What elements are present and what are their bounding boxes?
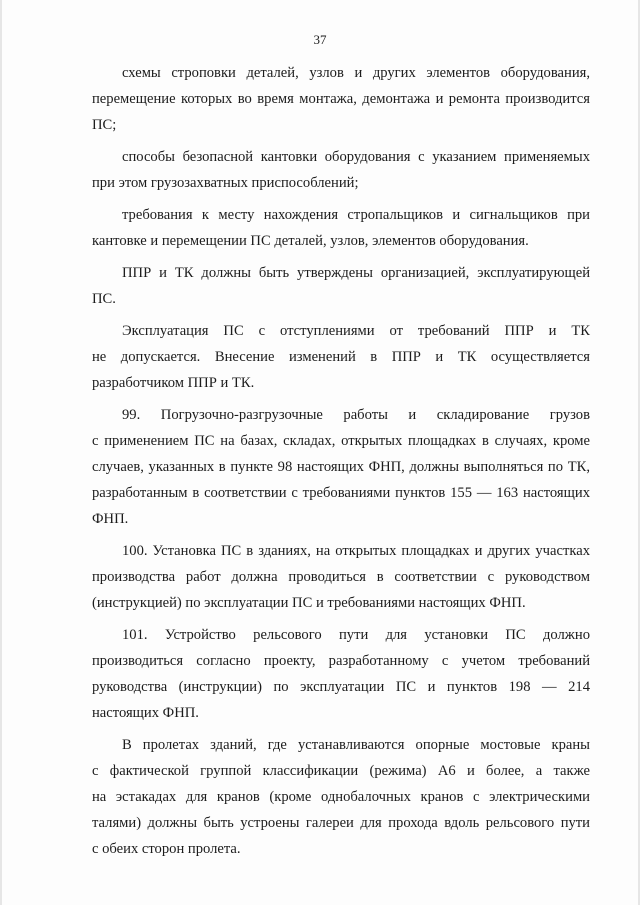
document-body bbox=[92, 60, 590, 868]
text-line: с применением ПС на базах, складах, открытых площадках в случаях, кроме bbox=[92, 433, 590, 449]
text-line: 99. Погрузочно-разгрузочные работы и складирование грузов bbox=[122, 407, 590, 423]
text-line: производиться согласно проекту, разработанному с учетом требований bbox=[92, 653, 590, 669]
text-line: ПС. bbox=[92, 291, 116, 307]
scan-edge-left bbox=[0, 0, 2, 905]
text-line: ППР и ТК должны быть утверждены организацией, эксплуатирующей bbox=[122, 265, 590, 281]
text-line: с фактической группой классификации (режима) А6 и более, а также bbox=[92, 763, 590, 779]
clause-99 bbox=[92, 402, 590, 532]
text-line: разработанным в соответствии с требованиями пунктов 155 — 163 настоящих bbox=[92, 485, 590, 501]
clause-100 bbox=[92, 538, 590, 616]
text-line: производства работ должна проводиться в соответствии с руководством bbox=[92, 569, 590, 585]
text-line: схемы строповки деталей, узлов и других элементов оборудования, bbox=[122, 65, 590, 81]
text-line: 101. Устройство рельсового пути для установки ПС должно bbox=[122, 627, 590, 643]
text-line: (инструкцией) по эксплуатации ПС и требованиями настоящих ФНП. bbox=[92, 595, 526, 611]
text-line: 100. Установка ПС в зданиях, на открытых площадках и других участках bbox=[122, 543, 590, 559]
text-line: Эксплуатация ПС с отступлениями от требований ППР и ТК bbox=[122, 323, 590, 339]
paragraph-slinger-position bbox=[92, 202, 590, 254]
text-line: перемещение которых во время монтажа, демонтажа и ремонта производится bbox=[92, 91, 590, 107]
page-number: 37 bbox=[313, 32, 327, 47]
text-line: способы безопасной кантовки оборудования с указанием применяемых bbox=[122, 149, 590, 165]
text-line: ПС; bbox=[92, 117, 117, 133]
text-line: при этом грузозахватных приспособлений; bbox=[92, 175, 359, 191]
text-line: настоящих ФНП. bbox=[92, 705, 199, 721]
paragraph-approval bbox=[92, 260, 590, 312]
text-line: не допускается. Внесение изменений в ППР и ТК осуществляется bbox=[92, 349, 590, 365]
text-line: требования к месту нахождения стропальщиков и сигнальщиков при bbox=[122, 207, 590, 223]
paragraph-deviations bbox=[92, 318, 590, 396]
text-line: кантовке и перемещении ПС деталей, узлов, элементов оборудования. bbox=[92, 233, 529, 249]
paragraph-galleries bbox=[92, 732, 590, 862]
paragraph-tilting-methods bbox=[92, 144, 590, 196]
text-line: талями) должны быть устроены галереи для прохода вдоль рельсового пути bbox=[92, 815, 590, 831]
text-line: случаев, указанных в пункте 98 настоящих ФНП, должны выполняться по ТК, bbox=[92, 459, 590, 475]
text-line: ФНП. bbox=[92, 511, 129, 527]
text-line: В пролетах зданий, где устанавливаются опорные мостовые краны bbox=[122, 737, 590, 753]
text-line: на эстакадах для кранов (кроме однобалочных кранов с электрическими bbox=[92, 789, 590, 805]
paragraph-schemes bbox=[92, 60, 590, 138]
clause-101 bbox=[92, 622, 590, 726]
text-line: с обеих сторон пролета. bbox=[92, 841, 241, 857]
text-line: разработчиком ППР и ТК. bbox=[92, 375, 255, 391]
text-line: руководства (инструкции) по эксплуатации ПС и пунктов 198 — 214 bbox=[92, 679, 590, 695]
